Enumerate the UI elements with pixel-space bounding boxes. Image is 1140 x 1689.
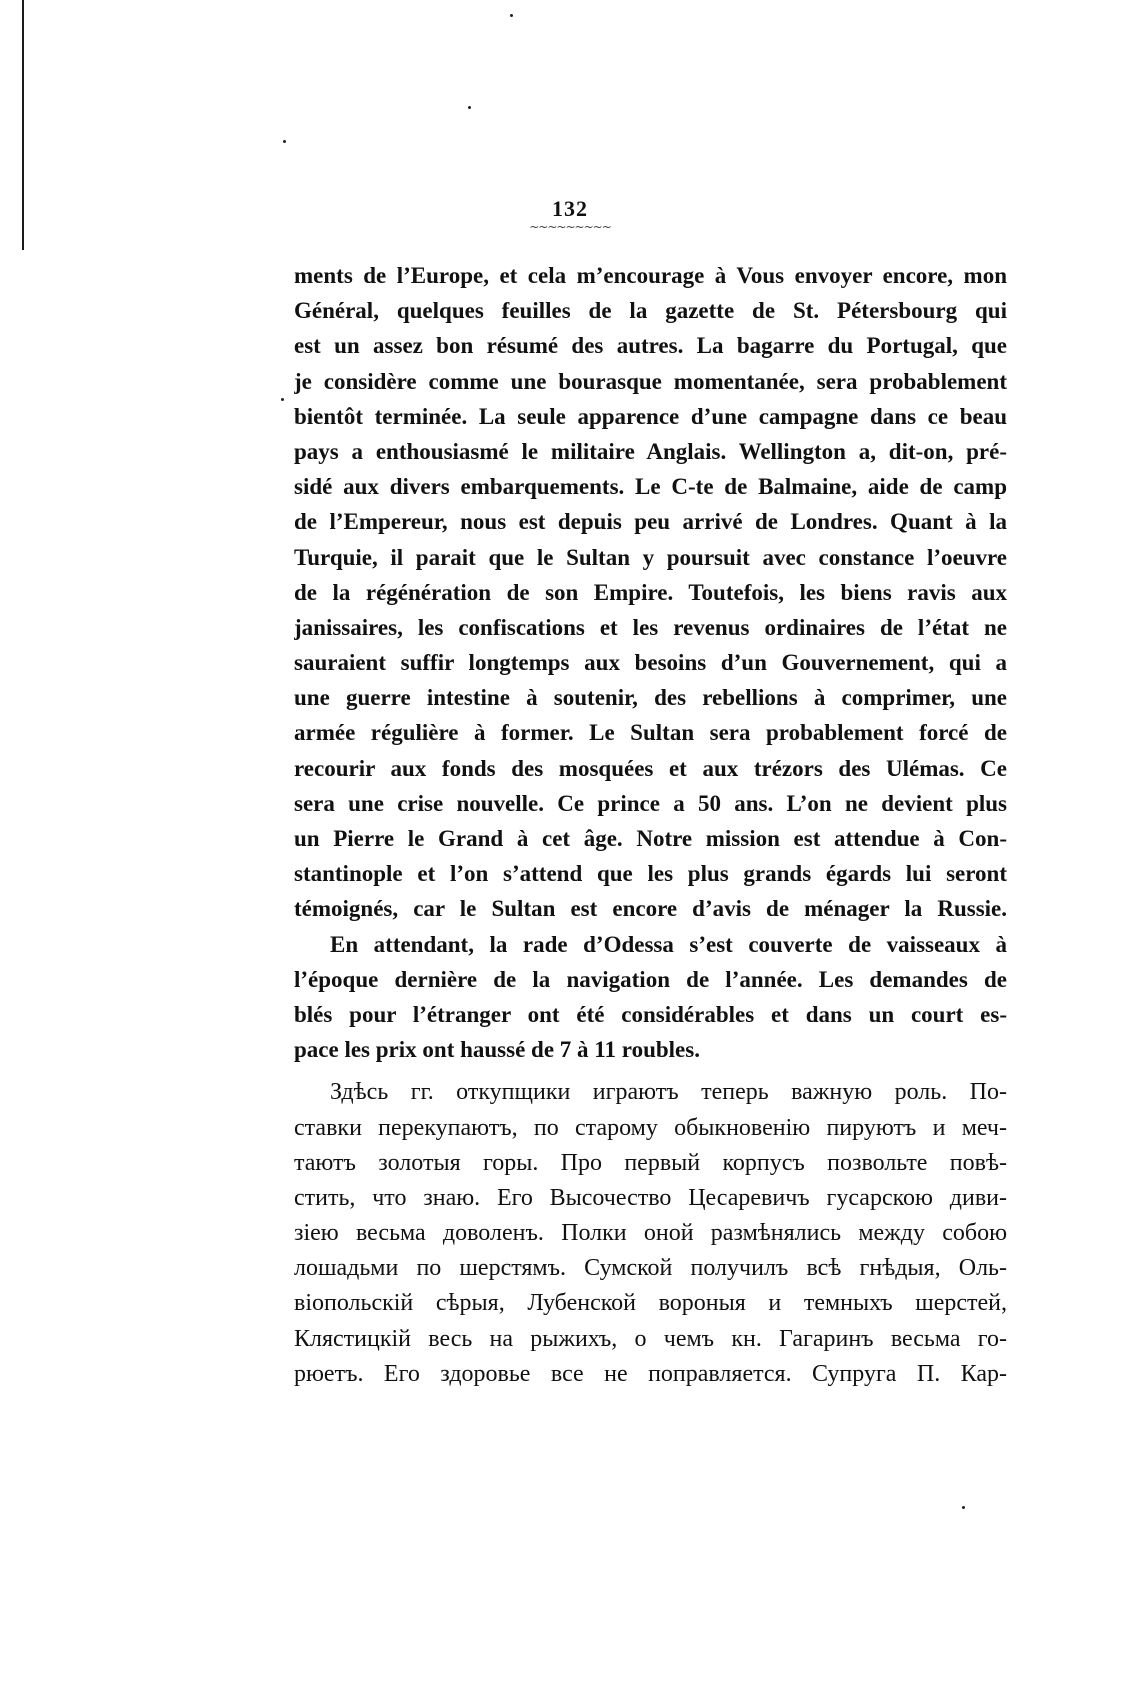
text-line: un Pierre le Grand à cet âge. Notre mission est attendue à Con- (294, 826, 1007, 851)
text-line: En attendant, la rade d’Odessa s’est couverte de vaisseaux à (330, 931, 1007, 957)
page-body (294, 258, 1007, 1392)
text-line: зіею весьма доволенъ. Полки оной размѣнялись между собою (294, 1220, 1007, 1247)
text-line: bientôt terminée. La seule apparence d’une campagne dans ce beau (294, 403, 1007, 429)
text-line: ставки перекупаютъ, по старому обыкновенію пируютъ и меч- (294, 1114, 1007, 1141)
text-line: sera une crise nouvelle. Ce prince a 50 ans. L’on ne devient plus (294, 790, 1007, 816)
scan-speck (281, 398, 284, 401)
text-line: je considère comme une bourasque momentanée, sera probablement (294, 368, 1007, 394)
scan-speck (510, 14, 513, 17)
page-number: 132 (552, 196, 588, 221)
text-line: recourir aux fonds des mosquées et aux trézors des Ulémas. Ce (294, 755, 1007, 781)
text-line: janissaires, les confiscations et les revenus ordinaires de l’état ne (294, 614, 1007, 640)
paragraph-gap (294, 1067, 1007, 1075)
text-line: de l’Empereur, nous est depuis peu arrivé de Londres. Quant à la (294, 509, 1007, 535)
paragraph-french-1 (294, 258, 1007, 927)
text-line: l’époque dernière de la navigation de l’année. Les demandes de (294, 966, 1007, 992)
page-number-ornament: ~~~~~~~~~ (529, 220, 611, 234)
text-line: Клястицкій весь на рыжихъ, о чемъ кн. Гагаринъ весьма го- (294, 1325, 1007, 1352)
text-line: stantinople et l’on s’attend que les plus grands égards lui seront (294, 861, 1007, 887)
text-line: ments de l’Europe, et cela m’encourage à Vous envoyer encore, mon (294, 263, 1007, 288)
text-line: témoignés, car le Sultan est encore d’avis de ménager la Russie. (294, 896, 1007, 922)
paragraph-russian (294, 1075, 1007, 1392)
text-line: sidé aux divers embarquements. Le C-te de Balmaine, aide de camp (294, 474, 1007, 500)
text-line: лошадьми по шерстямъ. Сумской получилъ всѣ гнѣдыя, Оль- (294, 1255, 1007, 1282)
text-line: est un assez bon résumé des autres. La bagarre du Portugal, que (294, 333, 1007, 359)
text-line: armée régulière à former. Le Sultan sera probablement forcé de (294, 720, 1007, 746)
text-line: Здѣсь гг. откупщики играютъ теперь важную роль. По- (330, 1079, 1007, 1106)
text-line: рюетъ. Его здоровье все не поправляется. Супруга П. Кар- (294, 1360, 1007, 1387)
text-line: віопольскій сѣрыя, Лубенской вороныя и темныхъ шерстей, (294, 1290, 1007, 1317)
scan-speck (468, 106, 471, 109)
scan-speck (962, 1506, 965, 1509)
paragraph-french-2 (294, 927, 1007, 1068)
text-line: таютъ золотыя горы. Про первый корпусъ позвольте повѣ- (294, 1149, 1007, 1176)
text-line: pays a enthousiasmé le militaire Anglais. Wellington a, dit-on, pré- (294, 438, 1007, 464)
text-line: Général, quelques feuilles de la gazette de St. Pétersbourg qui (294, 298, 1007, 324)
text-line: de la régénération de son Empire. Toutefois, les biens ravis aux (294, 579, 1007, 605)
text-line: стить, что знаю. Его Высочество Цесаревичъ гусарскою диви- (294, 1184, 1007, 1211)
text-line: pace les prix ont haussé de 7 à 11 roubles. (294, 1037, 700, 1063)
text-line: blés pour l’étranger ont été considérables et dans un court es- (294, 1001, 1007, 1027)
text-line: une guerre intestine à soutenir, des rebellions à comprimer, une (294, 685, 1007, 711)
scan-speck (283, 140, 286, 143)
text-line: sauraient suffir longtemps aux besoins d’un Gouvernement, qui a (294, 650, 1007, 676)
text-line: Turquie, il parait que le Sultan y poursuit avec constance l’oeuvre (294, 544, 1007, 570)
